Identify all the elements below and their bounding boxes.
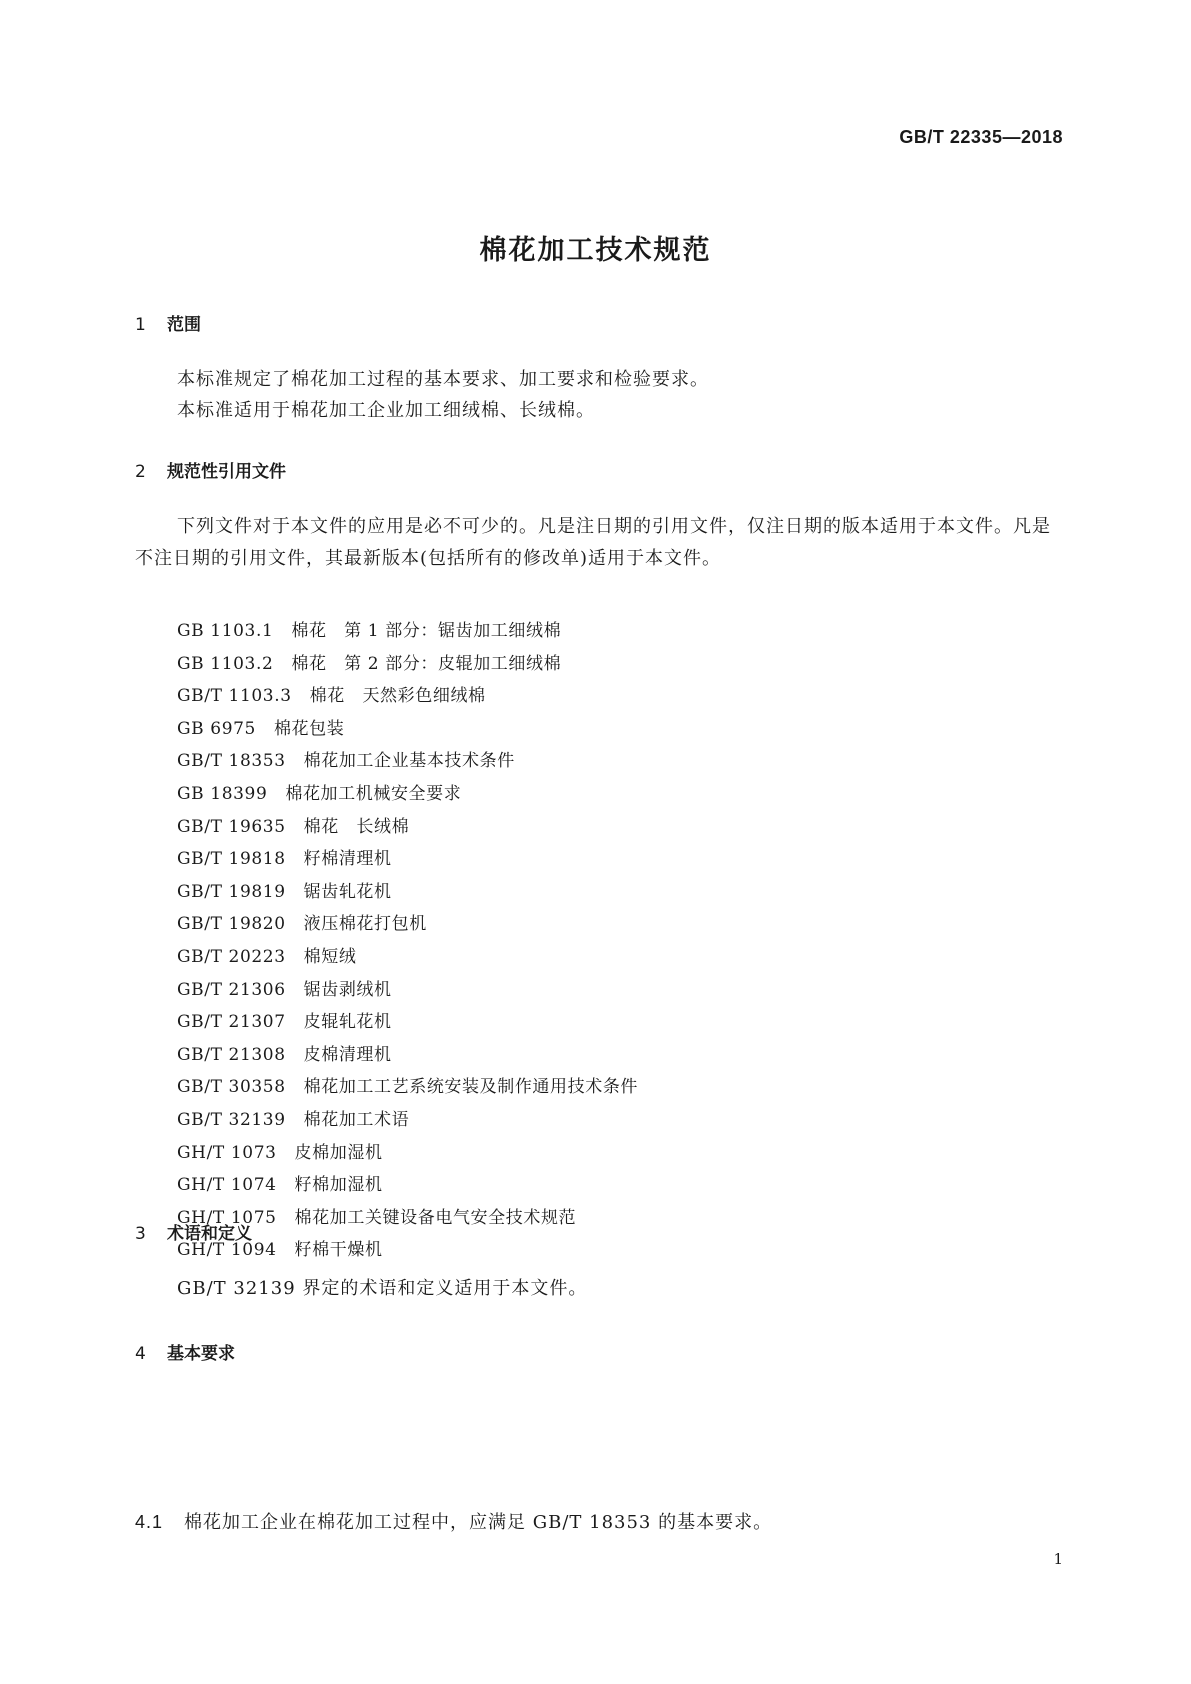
reference-title: 棉花 天然彩色细绒棉	[309, 686, 486, 707]
reference-title: 皮辊轧花机	[303, 1012, 392, 1033]
reference-title: 皮棉清理机	[303, 1044, 392, 1065]
reference-code: GB/T 19820	[177, 914, 286, 935]
section-title: 范围	[167, 315, 201, 335]
clause-text: 棉花加工企业在棉花加工过程中，应满足 GB/T 18353 的基本要求。	[184, 1512, 773, 1533]
reference-code: GH/T 1094	[177, 1240, 277, 1261]
section-title: 基本要求	[167, 1344, 235, 1364]
reference-item	[177, 1071, 638, 1104]
reference-code: GB/T 1103.3	[177, 686, 292, 707]
reference-item	[177, 680, 638, 713]
section-number: 4	[135, 1344, 146, 1364]
section-title: 规范性引用文件	[167, 462, 286, 482]
section-2-heading	[135, 457, 286, 482]
reference-item	[177, 974, 638, 1007]
reference-title: 棉花加工企业基本技术条件	[303, 751, 515, 772]
reference-item	[177, 745, 638, 778]
reference-item	[177, 908, 638, 941]
reference-item	[177, 1039, 638, 1072]
reference-title: 棉花加工关键设备电气安全技术规范	[294, 1207, 577, 1228]
reference-title: 棉花加工机械安全要求	[285, 783, 462, 804]
reference-title: 液压棉花打包机	[303, 914, 427, 935]
reference-title: 棉花 第 1 部分：锯齿加工细绒棉	[291, 621, 562, 641]
reference-title: 籽棉清理机	[303, 849, 392, 870]
reference-item	[177, 648, 638, 681]
section-number: 2	[135, 462, 146, 482]
section-1-paragraph-2: 本标准适用于棉花加工企业加工细绒棉、长绒棉。	[177, 400, 595, 421]
reference-code: GB/T 19819	[177, 881, 286, 902]
reference-item	[177, 1169, 638, 1202]
reference-title: 棉花包装	[273, 718, 345, 739]
reference-code: GB/T 18353	[177, 751, 286, 772]
standard-code: GB/T 22335—2018	[899, 127, 1063, 147]
reference-title: 锯齿轧花机	[303, 881, 392, 902]
section-title: 术语和定义	[167, 1224, 252, 1244]
reference-code: GB/T 20223	[177, 946, 286, 967]
section-number: 3	[135, 1224, 146, 1244]
reference-item	[177, 778, 638, 811]
reference-title: 籽棉加湿机	[294, 1175, 383, 1196]
reference-title: 棉短绒	[303, 946, 357, 967]
reference-title: 皮棉加湿机	[294, 1142, 383, 1163]
clause-4-1	[135, 1508, 772, 1534]
reference-item	[177, 1006, 638, 1039]
reference-code: GH/T 1074	[177, 1175, 277, 1196]
section-number: 1	[135, 315, 146, 335]
reference-item	[177, 811, 638, 844]
page-number: 1	[1053, 1550, 1063, 1568]
reference-item	[177, 876, 638, 909]
reference-title: 籽棉干燥机	[294, 1240, 383, 1261]
reference-code: GB/T 19818	[177, 849, 286, 870]
section-3-paragraph: GB/T 32139 界定的术语和定义适用于本文件。	[177, 1278, 588, 1299]
reference-title: 棉花加工工艺系统安装及制作通用技术条件	[303, 1077, 639, 1098]
reference-item	[177, 1104, 638, 1137]
reference-code: GB/T 30358	[177, 1077, 286, 1098]
reference-item	[177, 1137, 638, 1170]
section-4-heading	[135, 1339, 235, 1364]
reference-code: GB 18399	[177, 783, 268, 804]
reference-code: GB/T 21308	[177, 1044, 286, 1065]
reference-code: GB/T 21306	[177, 979, 286, 1000]
clause-number: 4.1	[135, 1512, 164, 1532]
reference-code: GB 6975	[177, 718, 256, 739]
reference-code: GB/T 32139	[177, 1109, 286, 1130]
reference-item	[177, 615, 638, 648]
reference-item	[177, 713, 638, 746]
reference-title: 棉花 长绒棉	[303, 816, 410, 837]
reference-item	[177, 941, 638, 974]
section-1-paragraph-1: 本标准规定了棉花加工过程的基本要求、加工要求和检验要求。	[177, 369, 709, 390]
reference-code: GH/T 1075	[177, 1207, 277, 1228]
reference-item	[177, 843, 638, 876]
reference-title: 棉花 第 2 部分：皮辊加工细绒棉	[291, 653, 562, 674]
document-title: 棉花加工技术规范	[479, 235, 712, 266]
reference-code: GB/T 19635	[177, 816, 286, 837]
reference-title: 棉花加工术语	[303, 1109, 410, 1130]
reference-code: GH/T 1073	[177, 1142, 277, 1163]
reference-code: GB/T 21307	[177, 1012, 286, 1033]
reference-code: GB 1103.1	[177, 621, 274, 641]
reference-code: GB 1103.2	[177, 653, 274, 674]
section-1-heading	[135, 310, 201, 335]
section-2-intro: 下列文件对于本文件的应用是必不可少的。凡是注日期的引用文件，仅注日期的版本适用于本文件。凡是不注日期的引用文件，其最新版本(包括所有的修改单)适用于本文件。	[135, 516, 1051, 569]
section-3-heading	[135, 1219, 252, 1244]
reference-title: 锯齿剥绒机	[303, 979, 392, 1000]
reference-list	[177, 615, 638, 1267]
